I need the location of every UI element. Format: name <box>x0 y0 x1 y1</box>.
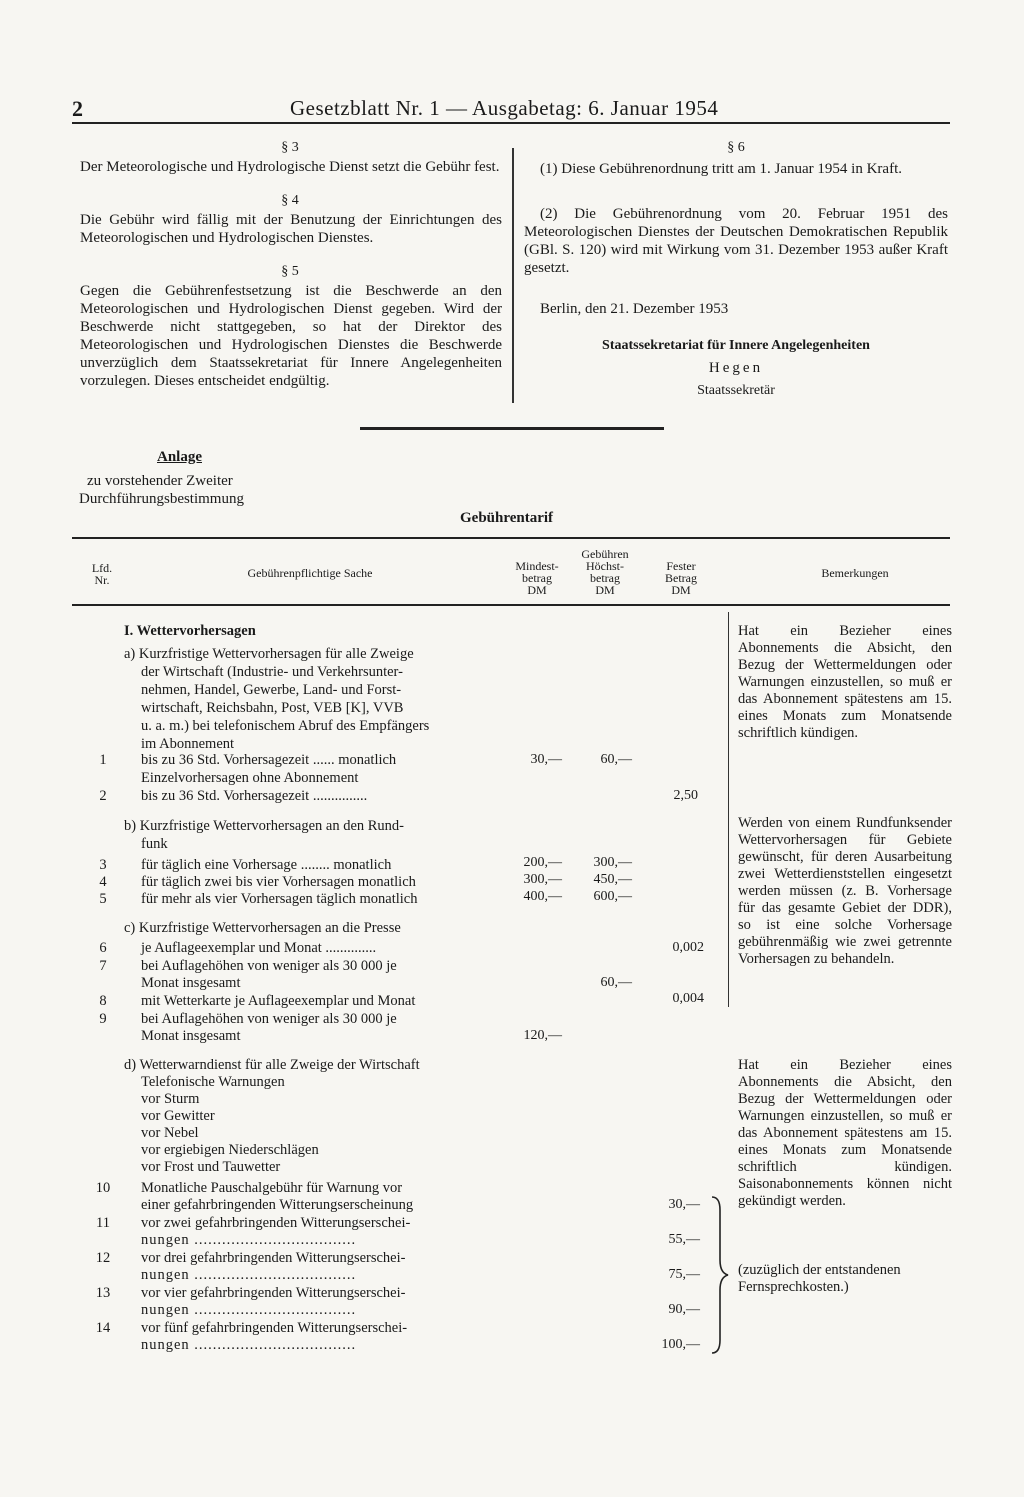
d-line-1: d) Wetterwarndienst für alle Zweige der Wirtschaft <box>124 1057 420 1073</box>
row-10-text-b: einer gefahrbringenden Witterungserscheinung <box>141 1197 414 1213</box>
a-mid-line: Einzelvorhersagen ohne Abonnement <box>141 770 359 786</box>
row-2-text: bis zu 36 Std. Vorhersagezeit ............... <box>141 788 368 804</box>
page-header-title: Gesetzblatt Nr. 1 — Ausgabetag: 6. Januar 1954 <box>290 96 719 120</box>
section-title-wettervorhersagen: I. Wettervorhersagen <box>124 623 256 639</box>
b-line-2: funk <box>141 836 168 852</box>
row-3-min: 200,— <box>523 855 562 870</box>
row-3-max: 300,— <box>593 855 632 870</box>
col-fester-3: DM <box>671 583 691 597</box>
d-line-6: vor ergiebigen Niederschlägen <box>141 1142 319 1158</box>
row-4-min: 300,— <box>523 872 562 887</box>
row-14-fixed: 100,— <box>661 1337 700 1352</box>
col-bemerkungen: Bemerkungen <box>821 566 889 580</box>
row-7-text-b: Monat insgesamt <box>141 975 241 991</box>
row-11-text-a: vor zwei gefahrbringenden Witterungserschei- <box>141 1215 411 1231</box>
c-line-1: c) Kurzfristige Wettervorhersagen an die Presse <box>124 920 401 936</box>
col-mindest-1: Mindest- <box>515 559 559 573</box>
section-3-title: § 3 <box>281 140 299 155</box>
remark-4: (zuzüglich der entstandenen Fernsprechkosten.) <box>738 1262 901 1295</box>
col-fester-1: Fester <box>666 559 696 573</box>
row-4-text: für täglich zwei bis vier Vorhersagen monatlich <box>141 874 416 890</box>
signer-name: Hegen <box>708 360 764 376</box>
place-date: Berlin, den 21. Dezember 1953 <box>540 301 729 317</box>
row-number: 10 <box>95 1180 111 1196</box>
row-4-max: 450,— <box>593 872 632 887</box>
col-fester-2: Betrag <box>665 571 697 585</box>
row-10-text-a: Monatliche Pauschalgebühr für Warnung vor <box>141 1180 403 1196</box>
row-number: 14 <box>95 1320 111 1336</box>
row-13-text-a: vor vier gefahrbringenden Witterungserschei- <box>141 1285 406 1301</box>
row-5-text: für mehr als vier Vorhersagen täglich monatlich <box>141 891 418 907</box>
row-8-text: mit Wetterkarte je Auflageexemplar und Monat <box>141 993 416 1009</box>
row-1-text: bis zu 36 Std. Vorhersagezeit ...... monatlich <box>141 752 397 768</box>
row-number: 4 <box>99 874 107 890</box>
authority-name: Staatssekretariat für Innere Angelegenheiten <box>602 338 870 353</box>
row-number: 11 <box>96 1215 110 1231</box>
a-line-5: u. a. m.) bei telefonischem Abruf des Empfängers <box>141 718 430 734</box>
remark-1: Hat ein Bezieher eines Abonnements die Absicht, den Bezug der Wettermeldungen oder Warnungen einzustellen, so muß er das Abonnement spätestens am 15. eines Monats zum Monatsende schriftlich kündigen. <box>738 623 952 741</box>
table-head-rule <box>72 604 950 606</box>
anlage-line-1: zu vorstehender Zweiter <box>87 473 233 489</box>
d-line-2: Telefonische Warnungen <box>141 1074 285 1090</box>
d-line-4: vor Gewitter <box>141 1108 215 1124</box>
a-line-1: a) Kurzfristige Wettervorhersagen für alle Zweige <box>124 646 414 662</box>
col-hoechst-1: Höchst- <box>586 559 624 573</box>
section-4-text: Die Gebühr wird fällig mit der Benutzung der Einrichtungen des Meteorologischen und Hydrologischen Dienstes. <box>80 212 502 246</box>
row-number: 1 <box>99 752 107 768</box>
row-13-fixed: 90,— <box>668 1302 700 1317</box>
row-number: 13 <box>95 1285 111 1301</box>
anlage-title: Anlage <box>157 449 202 465</box>
row-11-fixed: 55,— <box>668 1232 700 1247</box>
col-mindest-2: betrag <box>522 571 552 585</box>
section-3-text: Der Meteorologische und Hydrologische Dienst setzt die Gebühr fest. <box>80 159 500 175</box>
anlage-line-2: Durchführungsbestimmung <box>79 491 244 507</box>
a-line-2: der Wirtschaft (Industrie- und Verkehrsunter- <box>141 664 403 680</box>
row-number: 9 <box>99 1011 107 1027</box>
row-12-fixed: 75,— <box>668 1267 700 1282</box>
col-hoechst-2: betrag <box>590 571 620 585</box>
col-gebuehren: Gebühren <box>581 547 629 561</box>
row-1-min: 30,— <box>530 752 562 767</box>
separator-rule <box>360 427 664 430</box>
a-line-3: nehmen, Handel, Gewerbe, Land- und Forst- <box>141 682 402 698</box>
a-line-6: im Abonnement <box>141 736 235 752</box>
row-number: 7 <box>99 958 107 974</box>
col-nr: Nr. <box>94 573 110 587</box>
d-line-7: vor Frost und Tauwetter <box>141 1159 281 1175</box>
row-5-min: 400,— <box>523 889 562 904</box>
row-6-fixed: 0,002 <box>672 940 704 955</box>
row-number: 5 <box>99 891 107 907</box>
row-7-max: 60,— <box>600 975 632 990</box>
row-1-max: 60,— <box>600 752 632 767</box>
row-8-fixed: 0,004 <box>672 991 704 1006</box>
section-5-text: Gegen die Gebührenfestsetzung ist die Beschwerde an den Meteorologischen und Hydrologischen Dienst gegeben. Wird der Beschwerde nicht stattgegeben, so hat der Direktor des Meteorologischen und Hydrologischen Dienstes die Beschwerde unverzüglich dem Staatssekretariat für Innere Angelegenheiten vorzulegen. Dieses entscheidet endgültig. <box>80 283 502 389</box>
remark-2: Werden von einem Rundfunksender Wettervorhersagen für Gebiete gewünscht, für deren Ausarbeitung zwei Wetterdienststellen eingesetzt werden müssen (z. B. Vorhersage für das gesamte Gebiet der DDR), so ist eine solche Vorhersage gebührenmäßig wie zwei getrennte Vorhersagen zu behandeln. <box>738 815 952 967</box>
row-6-text: je Auflageexemplar und Monat .............. <box>141 940 377 956</box>
section-4-title: § 4 <box>281 193 299 208</box>
page-number: 2 <box>72 96 83 121</box>
row-number: 6 <box>99 940 107 956</box>
col-lfd: Lfd. <box>91 561 113 575</box>
row-number: 8 <box>99 993 107 1009</box>
table-top-rule <box>72 537 950 539</box>
row-number: 12 <box>95 1250 111 1266</box>
row-3-text: für täglich eine Vorhersage ........ monatlich <box>141 857 392 873</box>
section-5-title: § 5 <box>281 264 299 279</box>
tariff-title: Gebührentarif <box>460 510 554 526</box>
row-9-text-a: bei Auflagehöhen von weniger als 30 000 je <box>141 1011 397 1027</box>
d-line-3: vor Sturm <box>141 1091 200 1107</box>
signer-title: Staatssekretär <box>697 383 775 398</box>
section-6-title: § 6 <box>727 140 745 155</box>
row-9-text-b: Monat insgesamt <box>141 1028 241 1044</box>
row-7-text-a: bei Auflagehöhen von weniger als 30 000 je <box>141 958 397 974</box>
row-12-text-a: vor drei gefahrbringenden Witterungserschei- <box>141 1250 406 1266</box>
row-2-fixed: 2,50 <box>673 788 698 803</box>
section-6-paragraph-2: (2) Die Gebührenordnung vom 20. Februar 1951 des Meteorologischen Dienstes der Deutschen Demokratischen Republik (GBl. S. 120) wird mit Wirkung vom 31. Dezember 1953 außer Kraft gesetzt. <box>524 206 948 276</box>
row-number: 3 <box>99 857 107 873</box>
row-14-text-a: vor fünf gefahrbringenden Witterungserschei- <box>141 1320 408 1336</box>
row-number: 2 <box>99 788 107 804</box>
row-5-max: 600,— <box>593 889 632 904</box>
col-sache: Gebührenpflichtige Sache <box>247 566 373 580</box>
b-line-1: b) Kurzfristige Wettervorhersagen an den Rund- <box>124 818 405 834</box>
row-10-fixed: 30,— <box>668 1197 700 1212</box>
row-9-min: 120,— <box>523 1028 562 1043</box>
remarks-divider <box>728 612 729 1007</box>
row-12-text-b: nungen ................................... <box>141 1267 357 1283</box>
grouping-brace <box>710 1195 730 1355</box>
row-14-text-b: nungen ................................... <box>141 1337 357 1353</box>
a-line-4: wirtschaft, Reichsbahn, Post, VEB [K], VVB <box>141 700 404 716</box>
row-11-text-b: nungen ................................... <box>141 1232 357 1248</box>
column-divider <box>512 148 514 403</box>
d-line-5: vor Nebel <box>141 1125 199 1141</box>
col-hoechst-3: DM <box>595 583 615 597</box>
header-rule <box>72 122 950 124</box>
remark-3: Hat ein Bezieher eines Abonnements die Absicht, den Bezug der Wettermeldungen oder Warnungen einzustellen, so muß er das Abonnement spätestens am 15. eines Monats zum Monatsende schriftlich kündigen. Saisonabonnements können nicht gekündigt werden. <box>738 1057 952 1209</box>
section-6-paragraph-1: (1) Diese Gebührenordnung tritt am 1. Januar 1954 in Kraft. <box>540 161 902 177</box>
row-13-text-b: nungen ................................... <box>141 1302 357 1318</box>
col-mindest-3: DM <box>527 583 547 597</box>
